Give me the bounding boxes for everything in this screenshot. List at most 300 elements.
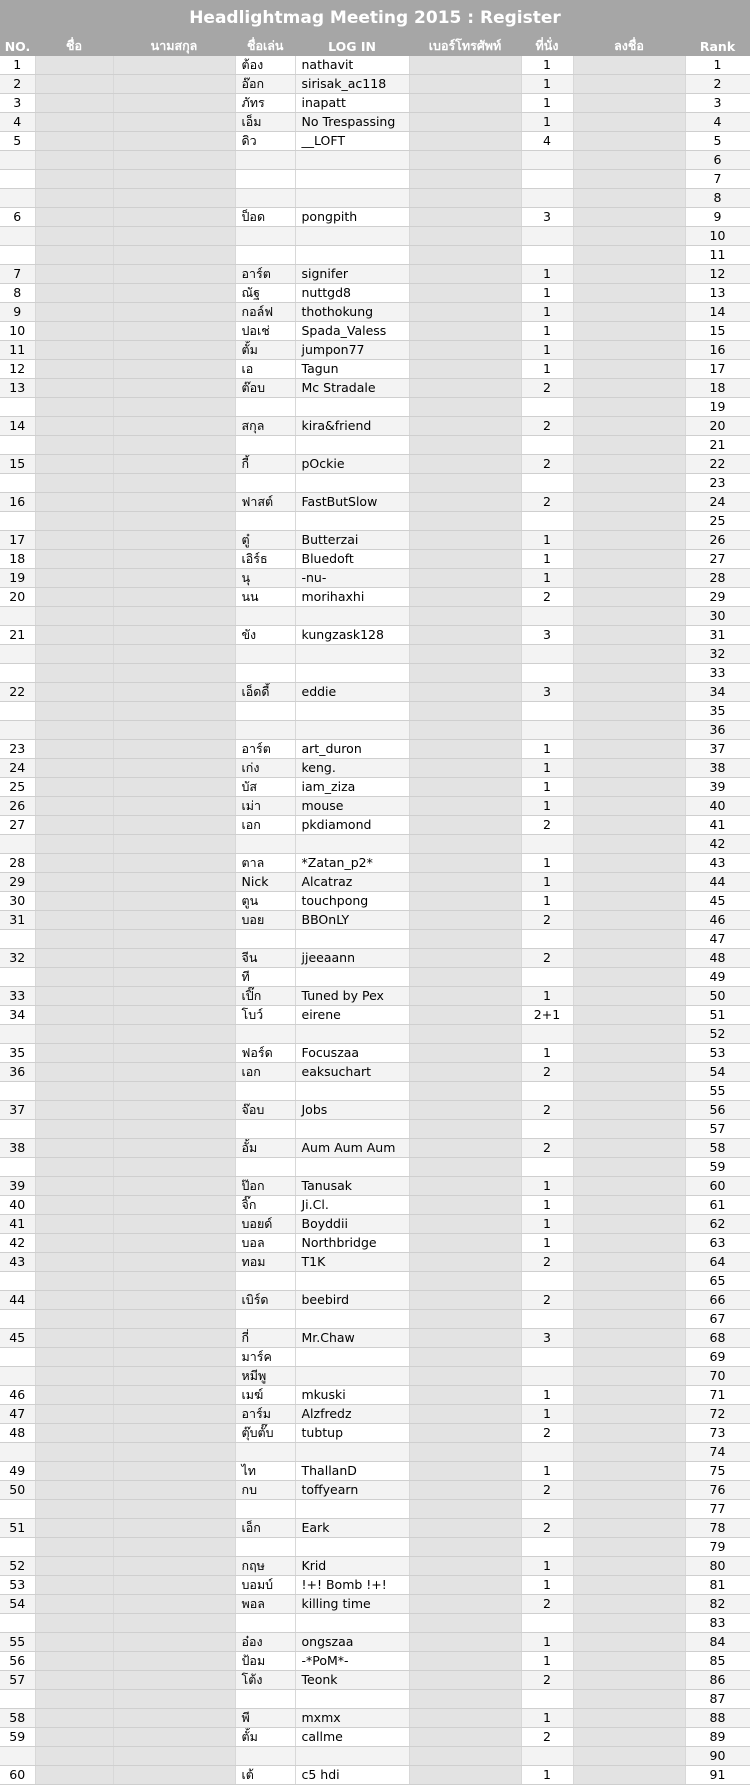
cell-no: 9 [0, 303, 35, 322]
cell-name [35, 1310, 113, 1329]
cell-signature [573, 873, 685, 892]
cell-surname [113, 702, 235, 721]
cell-no: 57 [0, 1671, 35, 1690]
table-row [0, 1272, 750, 1291]
table-row [0, 569, 750, 588]
cell-phone [409, 1044, 521, 1063]
cell-login: Northbridge [295, 1234, 409, 1253]
cell-surname [113, 75, 235, 94]
cell-name [35, 1272, 113, 1291]
cell-seats: 1 [521, 56, 573, 75]
cell-nickname [235, 645, 295, 664]
cell-name [35, 436, 113, 455]
cell-seats: 1 [521, 1462, 573, 1481]
cell-nickname [235, 246, 295, 265]
cell-phone [409, 512, 521, 531]
cell-signature [573, 56, 685, 75]
cell-no: 1 [0, 56, 35, 75]
cell-no [0, 1443, 35, 1462]
cell-signature [573, 1329, 685, 1348]
cell-seats: 1 [521, 1386, 573, 1405]
cell-login: Tuned by Pex [295, 987, 409, 1006]
cell-signature [573, 1234, 685, 1253]
cell-nickname [235, 702, 295, 721]
cell-rank: 59 [685, 1158, 750, 1177]
table-row [0, 417, 750, 436]
table-row [0, 816, 750, 835]
register-table [0, 36, 750, 1785]
cell-surname [113, 816, 235, 835]
cell-login [295, 1025, 409, 1044]
cell-nickname [235, 1443, 295, 1462]
cell-surname [113, 1196, 235, 1215]
cell-login: signifer [295, 265, 409, 284]
cell-name [35, 1367, 113, 1386]
cell-seats [521, 436, 573, 455]
cell-login: morihaxhi [295, 588, 409, 607]
cell-surname [113, 1253, 235, 1272]
cell-no [0, 189, 35, 208]
table-row [0, 1215, 750, 1234]
cell-phone [409, 303, 521, 322]
cell-surname [113, 189, 235, 208]
cell-nickname [235, 930, 295, 949]
cell-signature [573, 721, 685, 740]
cell-rank: 40 [685, 797, 750, 816]
cell-nickname: ฟาสต์ [235, 493, 295, 512]
cell-name [35, 645, 113, 664]
cell-signature [573, 930, 685, 949]
col-header-login: LOG IN [295, 36, 409, 56]
cell-rank: 14 [685, 303, 750, 322]
col-header-signature: ลงชื่อ [573, 36, 685, 56]
table-row [0, 265, 750, 284]
cell-name [35, 702, 113, 721]
cell-surname [113, 778, 235, 797]
cell-nickname: มาร์ค [235, 1348, 295, 1367]
cell-seats: 2 [521, 1101, 573, 1120]
cell-no: 32 [0, 949, 35, 968]
cell-nickname: ณัฐ [235, 284, 295, 303]
cell-rank: 33 [685, 664, 750, 683]
cell-login [295, 607, 409, 626]
cell-surname [113, 170, 235, 189]
table-row [0, 892, 750, 911]
cell-no: 54 [0, 1595, 35, 1614]
cell-login: Eark [295, 1519, 409, 1538]
table-row [0, 664, 750, 683]
cell-seats: 1 [521, 94, 573, 113]
table-row [0, 873, 750, 892]
cell-signature [573, 1044, 685, 1063]
cell-no: 34 [0, 1006, 35, 1025]
cell-seats: 2 [521, 588, 573, 607]
table-row [0, 1443, 750, 1462]
cell-login [295, 1747, 409, 1766]
cell-signature [573, 341, 685, 360]
cell-phone [409, 1538, 521, 1557]
cell-signature [573, 512, 685, 531]
cell-rank: 29 [685, 588, 750, 607]
cell-nickname: บัส [235, 778, 295, 797]
cell-rank: 71 [685, 1386, 750, 1405]
cell-seats: 3 [521, 626, 573, 645]
cell-surname [113, 987, 235, 1006]
cell-login [295, 1082, 409, 1101]
cell-signature [573, 1196, 685, 1215]
cell-name [35, 1348, 113, 1367]
cell-signature [573, 284, 685, 303]
cell-rank: 17 [685, 360, 750, 379]
cell-nickname [235, 189, 295, 208]
cell-name [35, 151, 113, 170]
cell-login: mxmx [295, 1709, 409, 1728]
cell-signature [573, 1709, 685, 1728]
table-row [0, 1329, 750, 1348]
cell-seats: 1 [521, 1766, 573, 1785]
cell-name [35, 759, 113, 778]
cell-login: T1K [295, 1253, 409, 1272]
cell-login: Tagun [295, 360, 409, 379]
table-row [0, 1063, 750, 1082]
cell-no [0, 721, 35, 740]
cell-login: toffyearn [295, 1481, 409, 1500]
cell-rank: 15 [685, 322, 750, 341]
cell-rank: 4 [685, 113, 750, 132]
cell-phone [409, 1652, 521, 1671]
cell-no [0, 246, 35, 265]
cell-no: 7 [0, 265, 35, 284]
cell-nickname: สกุล [235, 417, 295, 436]
table-row [0, 246, 750, 265]
cell-login: Focuszaa [295, 1044, 409, 1063]
cell-surname [113, 854, 235, 873]
cell-phone [409, 417, 521, 436]
cell-rank: 61 [685, 1196, 750, 1215]
cell-surname [113, 1234, 235, 1253]
cell-nickname [235, 1272, 295, 1291]
cell-nickname [235, 1025, 295, 1044]
cell-rank: 90 [685, 1747, 750, 1766]
cell-nickname: ไท [235, 1462, 295, 1481]
cell-phone [409, 835, 521, 854]
cell-surname [113, 1519, 235, 1538]
cell-name [35, 474, 113, 493]
cell-phone [409, 322, 521, 341]
cell-seats: 1 [521, 284, 573, 303]
cell-signature [573, 588, 685, 607]
cell-seats: 2 [521, 1291, 573, 1310]
cell-seats: 2 [521, 417, 573, 436]
cell-signature [573, 1538, 685, 1557]
table-row [0, 208, 750, 227]
cell-login: Alcatraz [295, 873, 409, 892]
cell-rank: 37 [685, 740, 750, 759]
cell-name [35, 284, 113, 303]
cell-no: 18 [0, 550, 35, 569]
cell-phone [409, 1500, 521, 1519]
cell-rank: 85 [685, 1652, 750, 1671]
cell-login [295, 1690, 409, 1709]
cell-seats: 1 [521, 1652, 573, 1671]
cell-seats [521, 702, 573, 721]
col-header-seats: ที่นั่ง [521, 36, 573, 56]
cell-rank: 80 [685, 1557, 750, 1576]
cell-name [35, 1728, 113, 1747]
cell-phone [409, 1633, 521, 1652]
cell-no: 30 [0, 892, 35, 911]
cell-nickname [235, 607, 295, 626]
cell-signature [573, 1367, 685, 1386]
cell-surname [113, 322, 235, 341]
cell-seats: 1 [521, 75, 573, 94]
cell-no: 51 [0, 1519, 35, 1538]
cell-phone [409, 892, 521, 911]
cell-nickname: อาร์ต [235, 740, 295, 759]
table-row [0, 797, 750, 816]
cell-seats: 1 [521, 303, 573, 322]
cell-signature [573, 1386, 685, 1405]
cell-login [295, 151, 409, 170]
cell-phone [409, 474, 521, 493]
cell-seats: 2 [521, 455, 573, 474]
cell-no [0, 1120, 35, 1139]
cell-name [35, 75, 113, 94]
table-row [0, 436, 750, 455]
cell-signature [573, 1139, 685, 1158]
cell-surname [113, 151, 235, 170]
cell-rank: 48 [685, 949, 750, 968]
cell-login: c5 hdi [295, 1766, 409, 1785]
cell-no: 31 [0, 911, 35, 930]
cell-surname [113, 1101, 235, 1120]
cell-phone [409, 265, 521, 284]
cell-no: 45 [0, 1329, 35, 1348]
cell-login [295, 968, 409, 987]
cell-phone [409, 227, 521, 246]
cell-signature [573, 322, 685, 341]
cell-login: kira&friend [295, 417, 409, 436]
cell-surname [113, 113, 235, 132]
cell-seats: 1 [521, 1576, 573, 1595]
cell-seats [521, 246, 573, 265]
cell-rank: 39 [685, 778, 750, 797]
cell-name [35, 1234, 113, 1253]
cell-seats [521, 1272, 573, 1291]
cell-signature [573, 1025, 685, 1044]
cell-login: mkuski [295, 1386, 409, 1405]
cell-name [35, 1595, 113, 1614]
cell-signature [573, 1177, 685, 1196]
col-header-phone: เบอร์โทรศัพท์ [409, 36, 521, 56]
cell-surname [113, 835, 235, 854]
cell-phone [409, 968, 521, 987]
cell-no [0, 1272, 35, 1291]
cell-signature [573, 1633, 685, 1652]
cell-no: 24 [0, 759, 35, 778]
table-row [0, 170, 750, 189]
cell-surname [113, 1443, 235, 1462]
cell-name [35, 94, 113, 113]
cell-name [35, 1101, 113, 1120]
cell-login [295, 436, 409, 455]
cell-name [35, 626, 113, 645]
cell-signature [573, 854, 685, 873]
table-row [0, 835, 750, 854]
table-row [0, 721, 750, 740]
cell-seats: 1 [521, 550, 573, 569]
cell-nickname: นุ [235, 569, 295, 588]
cell-name [35, 816, 113, 835]
cell-seats [521, 398, 573, 417]
cell-phone [409, 1006, 521, 1025]
cell-nickname: เม่า [235, 797, 295, 816]
table-row [0, 854, 750, 873]
cell-signature [573, 759, 685, 778]
cell-rank: 46 [685, 911, 750, 930]
cell-surname [113, 379, 235, 398]
cell-no [0, 1348, 35, 1367]
cell-surname [113, 455, 235, 474]
cell-seats [521, 1747, 573, 1766]
cell-login: BBOnLY [295, 911, 409, 930]
cell-rank: 32 [685, 645, 750, 664]
cell-nickname: เปิ๊ก [235, 987, 295, 1006]
cell-no [0, 930, 35, 949]
cell-phone [409, 341, 521, 360]
table-row [0, 1291, 750, 1310]
cell-no: 22 [0, 683, 35, 702]
cell-no: 11 [0, 341, 35, 360]
cell-login: Tanusak [295, 1177, 409, 1196]
cell-name [35, 1158, 113, 1177]
cell-login: mouse [295, 797, 409, 816]
cell-nickname: เอก [235, 816, 295, 835]
cell-name [35, 797, 113, 816]
cell-phone [409, 1310, 521, 1329]
cell-phone [409, 1196, 521, 1215]
cell-login: -nu- [295, 569, 409, 588]
cell-name [35, 588, 113, 607]
cell-nickname [235, 835, 295, 854]
cell-rank: 76 [685, 1481, 750, 1500]
cell-no [0, 1025, 35, 1044]
cell-seats [521, 1367, 573, 1386]
cell-surname [113, 1652, 235, 1671]
cell-name [35, 246, 113, 265]
cell-surname [113, 683, 235, 702]
cell-nickname [235, 1747, 295, 1766]
cell-seats [521, 664, 573, 683]
cell-phone [409, 284, 521, 303]
cell-signature [573, 170, 685, 189]
cell-rank: 75 [685, 1462, 750, 1481]
cell-no [0, 1158, 35, 1177]
cell-no [0, 1538, 35, 1557]
cell-no [0, 436, 35, 455]
cell-nickname: ตั้ม [235, 341, 295, 360]
table-row [0, 588, 750, 607]
cell-login [295, 512, 409, 531]
cell-rank: 50 [685, 987, 750, 1006]
cell-login: pongpith [295, 208, 409, 227]
table-row [0, 1082, 750, 1101]
cell-nickname: ภัทร [235, 94, 295, 113]
cell-rank: 82 [685, 1595, 750, 1614]
cell-rank: 42 [685, 835, 750, 854]
cell-nickname: กบ [235, 1481, 295, 1500]
cell-login: !+! Bomb !+! [295, 1576, 409, 1595]
cell-signature [573, 778, 685, 797]
cell-surname [113, 360, 235, 379]
cell-surname [113, 56, 235, 75]
cell-phone [409, 816, 521, 835]
cell-surname [113, 1329, 235, 1348]
cell-name [35, 493, 113, 512]
col-header-surname: นามสกุล [113, 36, 235, 56]
cell-nickname: นน [235, 588, 295, 607]
cell-phone [409, 1215, 521, 1234]
table-row [0, 702, 750, 721]
cell-signature [573, 1215, 685, 1234]
cell-no [0, 702, 35, 721]
cell-signature [573, 398, 685, 417]
cell-surname [113, 208, 235, 227]
cell-phone [409, 1253, 521, 1272]
cell-no: 3 [0, 94, 35, 113]
cell-login: Bluedoft [295, 550, 409, 569]
cell-login: eddie [295, 683, 409, 702]
table-row [0, 303, 750, 322]
cell-signature [573, 740, 685, 759]
cell-rank: 22 [685, 455, 750, 474]
cell-signature [573, 1348, 685, 1367]
cell-nickname: เอิร์ธ [235, 550, 295, 569]
cell-nickname: ตั้ม [235, 1728, 295, 1747]
cell-name [35, 1633, 113, 1652]
table-row [0, 683, 750, 702]
cell-seats: 4 [521, 132, 573, 151]
cell-rank: 27 [685, 550, 750, 569]
cell-rank: 79 [685, 1538, 750, 1557]
cell-seats: 1 [521, 759, 573, 778]
cell-no: 43 [0, 1253, 35, 1272]
cell-rank: 31 [685, 626, 750, 645]
cell-name [35, 56, 113, 75]
table-row [0, 1310, 750, 1329]
table-row [0, 341, 750, 360]
cell-seats [521, 607, 573, 626]
cell-seats: 1 [521, 740, 573, 759]
table-row [0, 1120, 750, 1139]
cell-nickname: Nick [235, 873, 295, 892]
cell-name [35, 1120, 113, 1139]
cell-nickname [235, 227, 295, 246]
cell-surname [113, 664, 235, 683]
table-row [0, 1747, 750, 1766]
table-row [0, 455, 750, 474]
cell-seats: 1 [521, 341, 573, 360]
cell-name [35, 1709, 113, 1728]
cell-login: __LOFT [295, 132, 409, 151]
cell-rank: 68 [685, 1329, 750, 1348]
table-row [0, 911, 750, 930]
col-header-nickname: ชื่อเล่น [235, 36, 295, 56]
cell-login: Mc Stradale [295, 379, 409, 398]
cell-surname [113, 1348, 235, 1367]
cell-name [35, 265, 113, 284]
cell-name [35, 417, 113, 436]
